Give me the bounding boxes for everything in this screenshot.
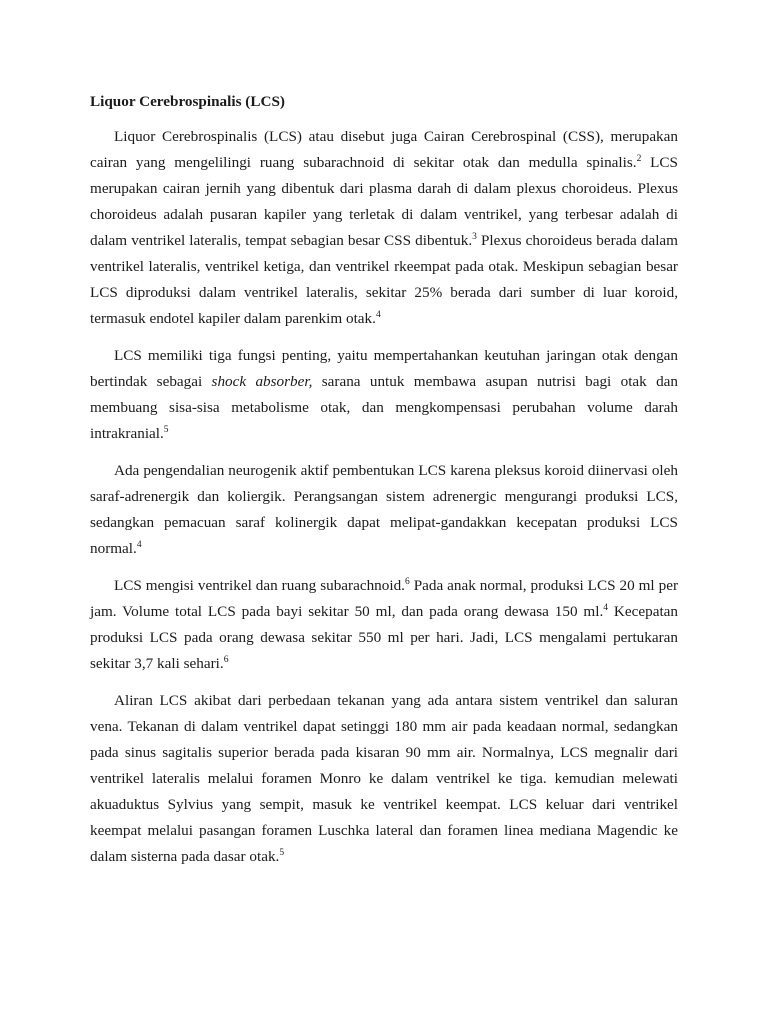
footnote-ref: 5 xyxy=(163,425,169,435)
document-page xyxy=(90,91,678,870)
footnote-ref: 3 xyxy=(472,232,477,242)
paragraph-text: Plexus choroideus berada dalam ventrikel lateralis, ventrikel ketiga, dan ventrikel rkeempat pada otak. Meskipun sebagian besar LCS diproduksi dalam ventrikel lateralis, sekitar 25% berada dari sumber di luar koroid, termasuk endotel kapiler dalam parenkim otak. xyxy=(90,232,678,327)
paragraph xyxy=(90,688,678,870)
document-heading: Liquor Cerebrospinalis (LCS) xyxy=(90,93,285,110)
paragraph-text: Kecepatan produksi LCS pada orang dewasa sekitar 550 ml per hari. Jadi, LCS mengalami pertukaran sekitar 3,7 kali sehari. xyxy=(90,603,678,672)
footnote-ref: 6 xyxy=(223,655,229,665)
italic-term: shock absorber, xyxy=(211,373,313,390)
paragraph-text: LCS merupakan cairan jernih yang dibentuk dari plasma darah di dalam plexus choroideus. Plexus choroideus adalah pusaran kapiler yang terletak di dalam ventrikel, yang terbesar adalah di dalam ventrikel lateralis, tempat sebagian besar CSS dibentuk. xyxy=(90,154,678,249)
footnote-ref: 4 xyxy=(603,603,609,613)
paragraph-text: LCS memiliki tiga fungsi penting, yaitu mempertahankan keutuhan jaringan otak dengan bertindak sebagai xyxy=(90,347,678,390)
footnote-ref: 5 xyxy=(279,848,285,858)
footnote-ref: 4 xyxy=(375,310,381,320)
paragraph-text: LCS mengisi ventrikel dan ruang subarachnoid. xyxy=(114,577,405,594)
paragraph xyxy=(90,458,678,562)
footnote-ref: 6 xyxy=(404,577,410,587)
footnote-ref: 4 xyxy=(136,540,142,550)
paragraph-text: Liquor Cerebrospinalis (LCS) atau disebut juga Cairan Cerebrospinal (CSS), merupakan cairan yang mengelilingi ruang subarachnoid di sekitar otak dan medulla spinalis. xyxy=(90,128,678,171)
paragraph xyxy=(90,343,678,447)
paragraph xyxy=(90,124,678,332)
paragraph-text: Aliran LCS akibat dari perbedaan tekanan yang ada antara sistem ventrikel dan saluran vena. Tekanan di dalam ventrikel dapat setinggi 180 mm air pada keadaan normal, sedangkan pada sinus sagitalis superior berada pada kisaran 90 mm air. Normalnya, LCS megnalir dari ventrikel lateralis melalui foramen Monro ke dalam ventrikel ke tiga. kemudian melewati akuaduktus Sylvius yang sempit, masuk ke ventrikel keempat. LCS keluar dari ventrikel keempat melalui pasangan foramen Luschka lateral dan foramen linea mediana Magendic ke dalam sisterna pada dasar otak. xyxy=(90,692,678,865)
paragraph xyxy=(90,573,678,677)
paragraph-text: Ada pengendalian neurogenik aktif pembentukan LCS karena pleksus koroid diinervasi oleh saraf-adrenergik dan koliergik. Perangsangan sistem adrenergic mengurangi produksi LCS, sedangkan pemacuan saraf kolinergik dapat melipat-gandakkan kecepatan produksi LCS normal. xyxy=(90,462,678,557)
paragraph-text: sarana untuk membawa asupan nutrisi bagi otak dan membuang sisa-sisa metabolisme otak, dan mengkompensasi perubahan volume darah intrakranial. xyxy=(90,373,678,442)
paragraph-text: Pada anak normal, produksi LCS 20 ml per jam. Volume total LCS pada bayi sekitar 50 ml, dan pada orang dewasa 150 ml. xyxy=(90,577,678,620)
footnote-ref: 2 xyxy=(636,154,642,164)
